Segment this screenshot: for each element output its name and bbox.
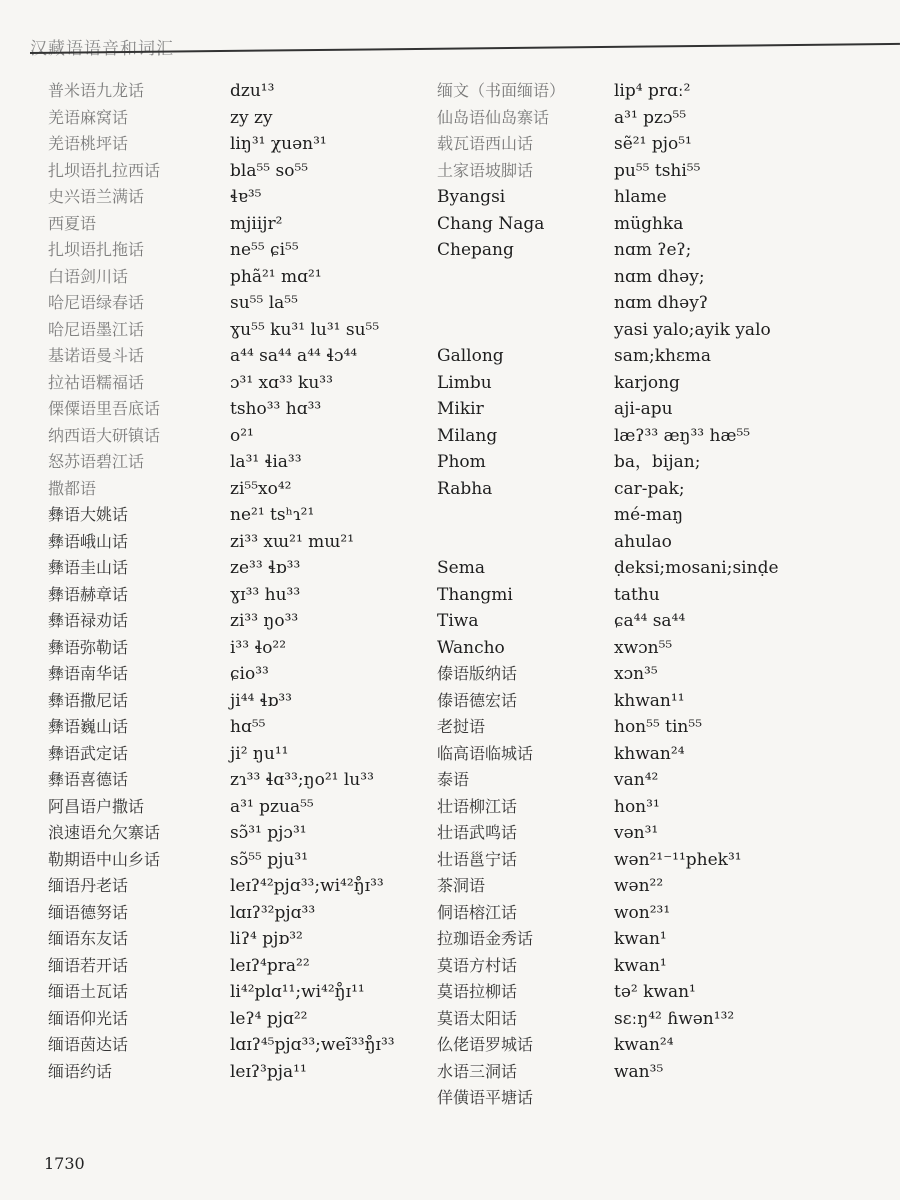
language-name: Chang Naga [437,213,545,234]
word-form: leɪʔ⁴²pjɑ³³;wi⁴²ŋ̊ɪ³³ [230,876,384,896]
word-form: ḍeksi;mosani;sinḍe [614,558,779,578]
word-form: car-pak; [614,478,685,499]
word-form: sɔ̃⁵⁵ pju³¹ [230,849,309,870]
language-name: 扎坝语扎拖话 [48,240,145,259]
language-name: 莫语拉柳话 [437,982,518,1001]
language-name: 彝语圭山话 [48,558,129,577]
language-name: 拉祜语糯福话 [48,372,145,392]
word-form: ji⁴⁴ ɬɒ³³ [230,690,292,711]
word-form: nɑm dhəyʔ [614,293,708,313]
language-name: 基诺语曼斗话 [48,346,145,365]
word-form: sɛːŋ⁴² ɦwən¹³² [614,1008,735,1029]
language-name: 傣语德宏话 [437,690,518,710]
language-name: Phom [437,452,486,472]
word-form: i³³ ɬo²² [230,637,287,658]
language-name: 彝语弥勒话 [48,637,129,657]
word-form: a³¹ pzɔ⁵⁵ [614,107,687,128]
language-name: Gallong [437,346,504,366]
language-name: 拉珈语金秀话 [437,929,534,948]
language-name: 阿昌语户撒话 [48,796,145,816]
word-form: hon³¹ [614,796,660,817]
language-name: 纳西语大研镇话 [48,425,161,445]
language-name [437,290,565,317]
language-name: 白语剑川话 [48,266,129,286]
word-form: wən²¹⁻¹¹phek³¹ [614,849,742,870]
language-name: 缅语茵达话 [48,1035,129,1054]
word-form: zi³³ xɯ²¹ mɯ²¹ [230,531,355,552]
language-name: 浪速语允欠寨话 [48,823,161,842]
word-form: mé-maŋ [614,505,684,525]
word-form: ɔ³¹ xɑ³³ ku³³ [230,372,333,393]
language-name: Mikir [437,399,484,419]
language-column-left [48,78,160,1085]
language-name: Limbu [437,372,492,393]
word-form: ji² ŋu¹¹ [230,743,289,764]
language-name: 彝语武定话 [48,743,129,763]
word-form: lɑɪʔ⁴⁵pjɑ³³;weĩ³³ŋ̊ɪ³³ [230,1035,395,1055]
language-name: 彝语撒尼话 [48,690,129,710]
word-form: ɣɪ³³ hu³³ [230,584,301,605]
language-name: Rabha [437,478,493,499]
word-form: su⁵⁵ la⁵⁵ [230,293,298,313]
word-form: kwan¹ [614,929,667,949]
language-column-right [437,78,565,1112]
language-name: Thangmi [437,584,513,605]
language-name: Sema [437,558,485,578]
language-name: 临高语临城话 [437,743,534,763]
word-form: sam;khɛma [614,346,712,366]
language-name: Tiwa [437,611,479,631]
language-name: 彝语峨山话 [48,531,129,551]
language-name: 老挝语 [437,717,486,736]
word-form: leɪʔ³pja¹¹ [230,1061,307,1082]
word-form: tathu [614,584,660,605]
word-form: ɕio³³ [230,664,269,684]
word-form: karjong [614,372,680,393]
language-name: 彝语赫章话 [48,584,129,604]
language-name: 壮语柳江话 [437,796,518,816]
language-name: 水语三洞话 [437,1061,518,1081]
language-name: 缅语若开话 [48,955,129,975]
word-form: dzu¹³ [230,81,275,101]
word-form: khwan²⁴ [614,743,685,764]
language-name: 仙岛语仙岛寨话 [437,107,550,127]
language-name: 壮语邕宁话 [437,849,518,869]
language-name: Byangsi [437,187,506,207]
language-name: 侗语榕江话 [437,902,518,922]
word-form: yasi yalo;ayik yalo [614,319,771,340]
word-form: la³¹ ɬia³³ [230,452,302,472]
language-name: 扎坝语扎拉西话 [48,160,161,180]
word-form: zy zy [230,107,273,128]
language-name: 仫佬语罗城话 [437,1035,534,1054]
word-form: lɑɪʔ³²pjɑ³³ [230,902,316,923]
language-name: Milang [437,425,498,446]
word-form: leʔ⁴ pjɑ²² [230,1008,308,1029]
word-form: pu⁵⁵ tshi⁵⁵ [614,160,701,181]
language-name: 普米语九龙话 [48,81,145,100]
word-form: bla⁵⁵ so⁵⁵ [230,160,309,181]
language-name: 傈僳语里吾底话 [48,399,161,418]
language-name: 西夏语 [48,213,97,233]
word-form: hlame [614,187,667,207]
word-form: liŋ³¹ χuən³¹ [230,134,327,154]
word-form: xɔn³⁵ [614,664,658,684]
word-form: wan³⁵ [614,1061,664,1082]
language-name: 缅语德努话 [48,902,129,922]
word-form: won²³¹ [614,902,671,923]
word-form: tə² kwan¹ [614,982,696,1002]
language-name: 羌语桃坪话 [48,134,129,153]
language-name: 勒期语中山乡话 [48,849,161,869]
language-name: 缅语东友话 [48,929,129,948]
word-column-right [614,78,779,1085]
language-name [437,502,565,529]
page-number: 1730 [44,1154,85,1173]
language-name: 茶洞语 [437,876,486,895]
language-name: 泰语 [437,770,470,789]
language-name: Wancho [437,637,505,658]
word-form: sɔ̃³¹ pjɔ³¹ [230,823,307,843]
word-form: zɿ³³ ɬɑ³³;ŋo²¹ lu³³ [230,770,374,790]
language-name [437,529,565,556]
language-name: 哈尼语绿春话 [48,293,145,312]
language-name: 彝语大姚话 [48,505,129,524]
language-name [437,317,565,344]
word-form: hon⁵⁵ tin⁵⁵ [614,717,703,737]
language-name: 彝语南华话 [48,664,129,683]
language-name: 撒都语 [48,478,97,498]
language-name: 土家语坡脚话 [437,160,534,180]
word-form: van⁴² [614,770,659,790]
word-form: mjiijr² [230,213,283,234]
language-name: 彝语禄劝话 [48,611,129,630]
word-form: nɑm ʔeʔ; [614,240,692,260]
language-name: 傣语版纳话 [437,664,518,683]
word-form: ɕa⁴⁴ sa⁴⁴ [614,611,686,631]
word-form: tsho³³ hɑ³³ [230,399,322,419]
language-name: 莫语太阳话 [437,1008,518,1028]
word-form: nɑm dhəy; [614,266,705,287]
word-form: liʔ⁴ pjɒ³² [230,929,303,949]
language-name: 哈尼语墨江话 [48,319,145,339]
word-form: wən²² [614,876,664,896]
language-name: 莫语方村话 [437,955,518,975]
language-name: 缅语仰光话 [48,1008,129,1028]
language-name: 彝语巍山话 [48,717,129,736]
word-form: hɑ⁵⁵ [230,717,266,737]
word-form: phã²¹ mɑ²¹ [230,266,322,287]
language-name: 缅语丹老话 [48,876,129,895]
word-form: leɪʔ⁴pra²² [230,955,310,976]
word-form: a⁴⁴ sa⁴⁴ a⁴⁴ ɬɔ⁴⁴ [230,346,358,366]
word-form: kwan²⁴ [614,1035,674,1055]
language-name: 缅文（书面缅语） [437,81,566,100]
running-header: 汉藏语语音和词汇 [30,39,174,59]
word-form: o²¹ [230,425,254,446]
word-form: kwan¹ [614,955,667,976]
word-form: zi⁵⁵xo⁴² [230,478,292,499]
word-form: ba，bijan; [614,452,701,472]
word-form: a³¹ pzua⁵⁵ [230,796,314,817]
language-name: 缅语土瓦话 [48,982,129,1001]
word-form: ɣu⁵⁵ ku³¹ lu³¹ su⁵⁵ [230,319,380,340]
language-name: Chepang [437,240,514,260]
language-name: 缅语约话 [48,1061,113,1081]
language-name: 彝语喜德话 [48,770,129,789]
language-name: 史兴语兰满话 [48,187,145,206]
word-form: læʔ³³ æŋ³³ hæ⁵⁵ [614,425,751,446]
word-form: ɬɐ³⁵ [230,187,262,207]
word-form: ze³³ ɬɒ³³ [230,558,301,578]
word-form: müghka [614,213,684,234]
word-form: khwan¹¹ [614,690,685,711]
word-form: vən³¹ [614,823,659,843]
language-name: 怒苏语碧江话 [48,452,145,471]
word-form: ne⁵⁵ ɕi⁵⁵ [230,240,299,260]
word-form: lip⁴ prɑː² [614,81,691,101]
language-name: 载瓦语西山话 [437,134,534,153]
language-name [437,264,565,291]
language-name: 羌语麻窝话 [48,107,129,127]
word-form: ahulao [614,531,672,552]
word-form: ne²¹ tsʰɿ²¹ [230,505,315,525]
word-form: aji-apu [614,399,673,419]
language-name: 佯僙语平塘话 [437,1088,534,1107]
language-name: 壮语武鸣话 [437,823,518,842]
word-form: sẽ²¹ pjo⁵¹ [614,134,692,154]
word-form: li⁴²plɑ¹¹;wi⁴²ŋ̊ɪ¹¹ [230,982,365,1002]
word-column-left [230,78,395,1085]
word-form: zi³³ ŋo³³ [230,611,299,631]
word-form: xwɔn⁵⁵ [614,637,673,658]
